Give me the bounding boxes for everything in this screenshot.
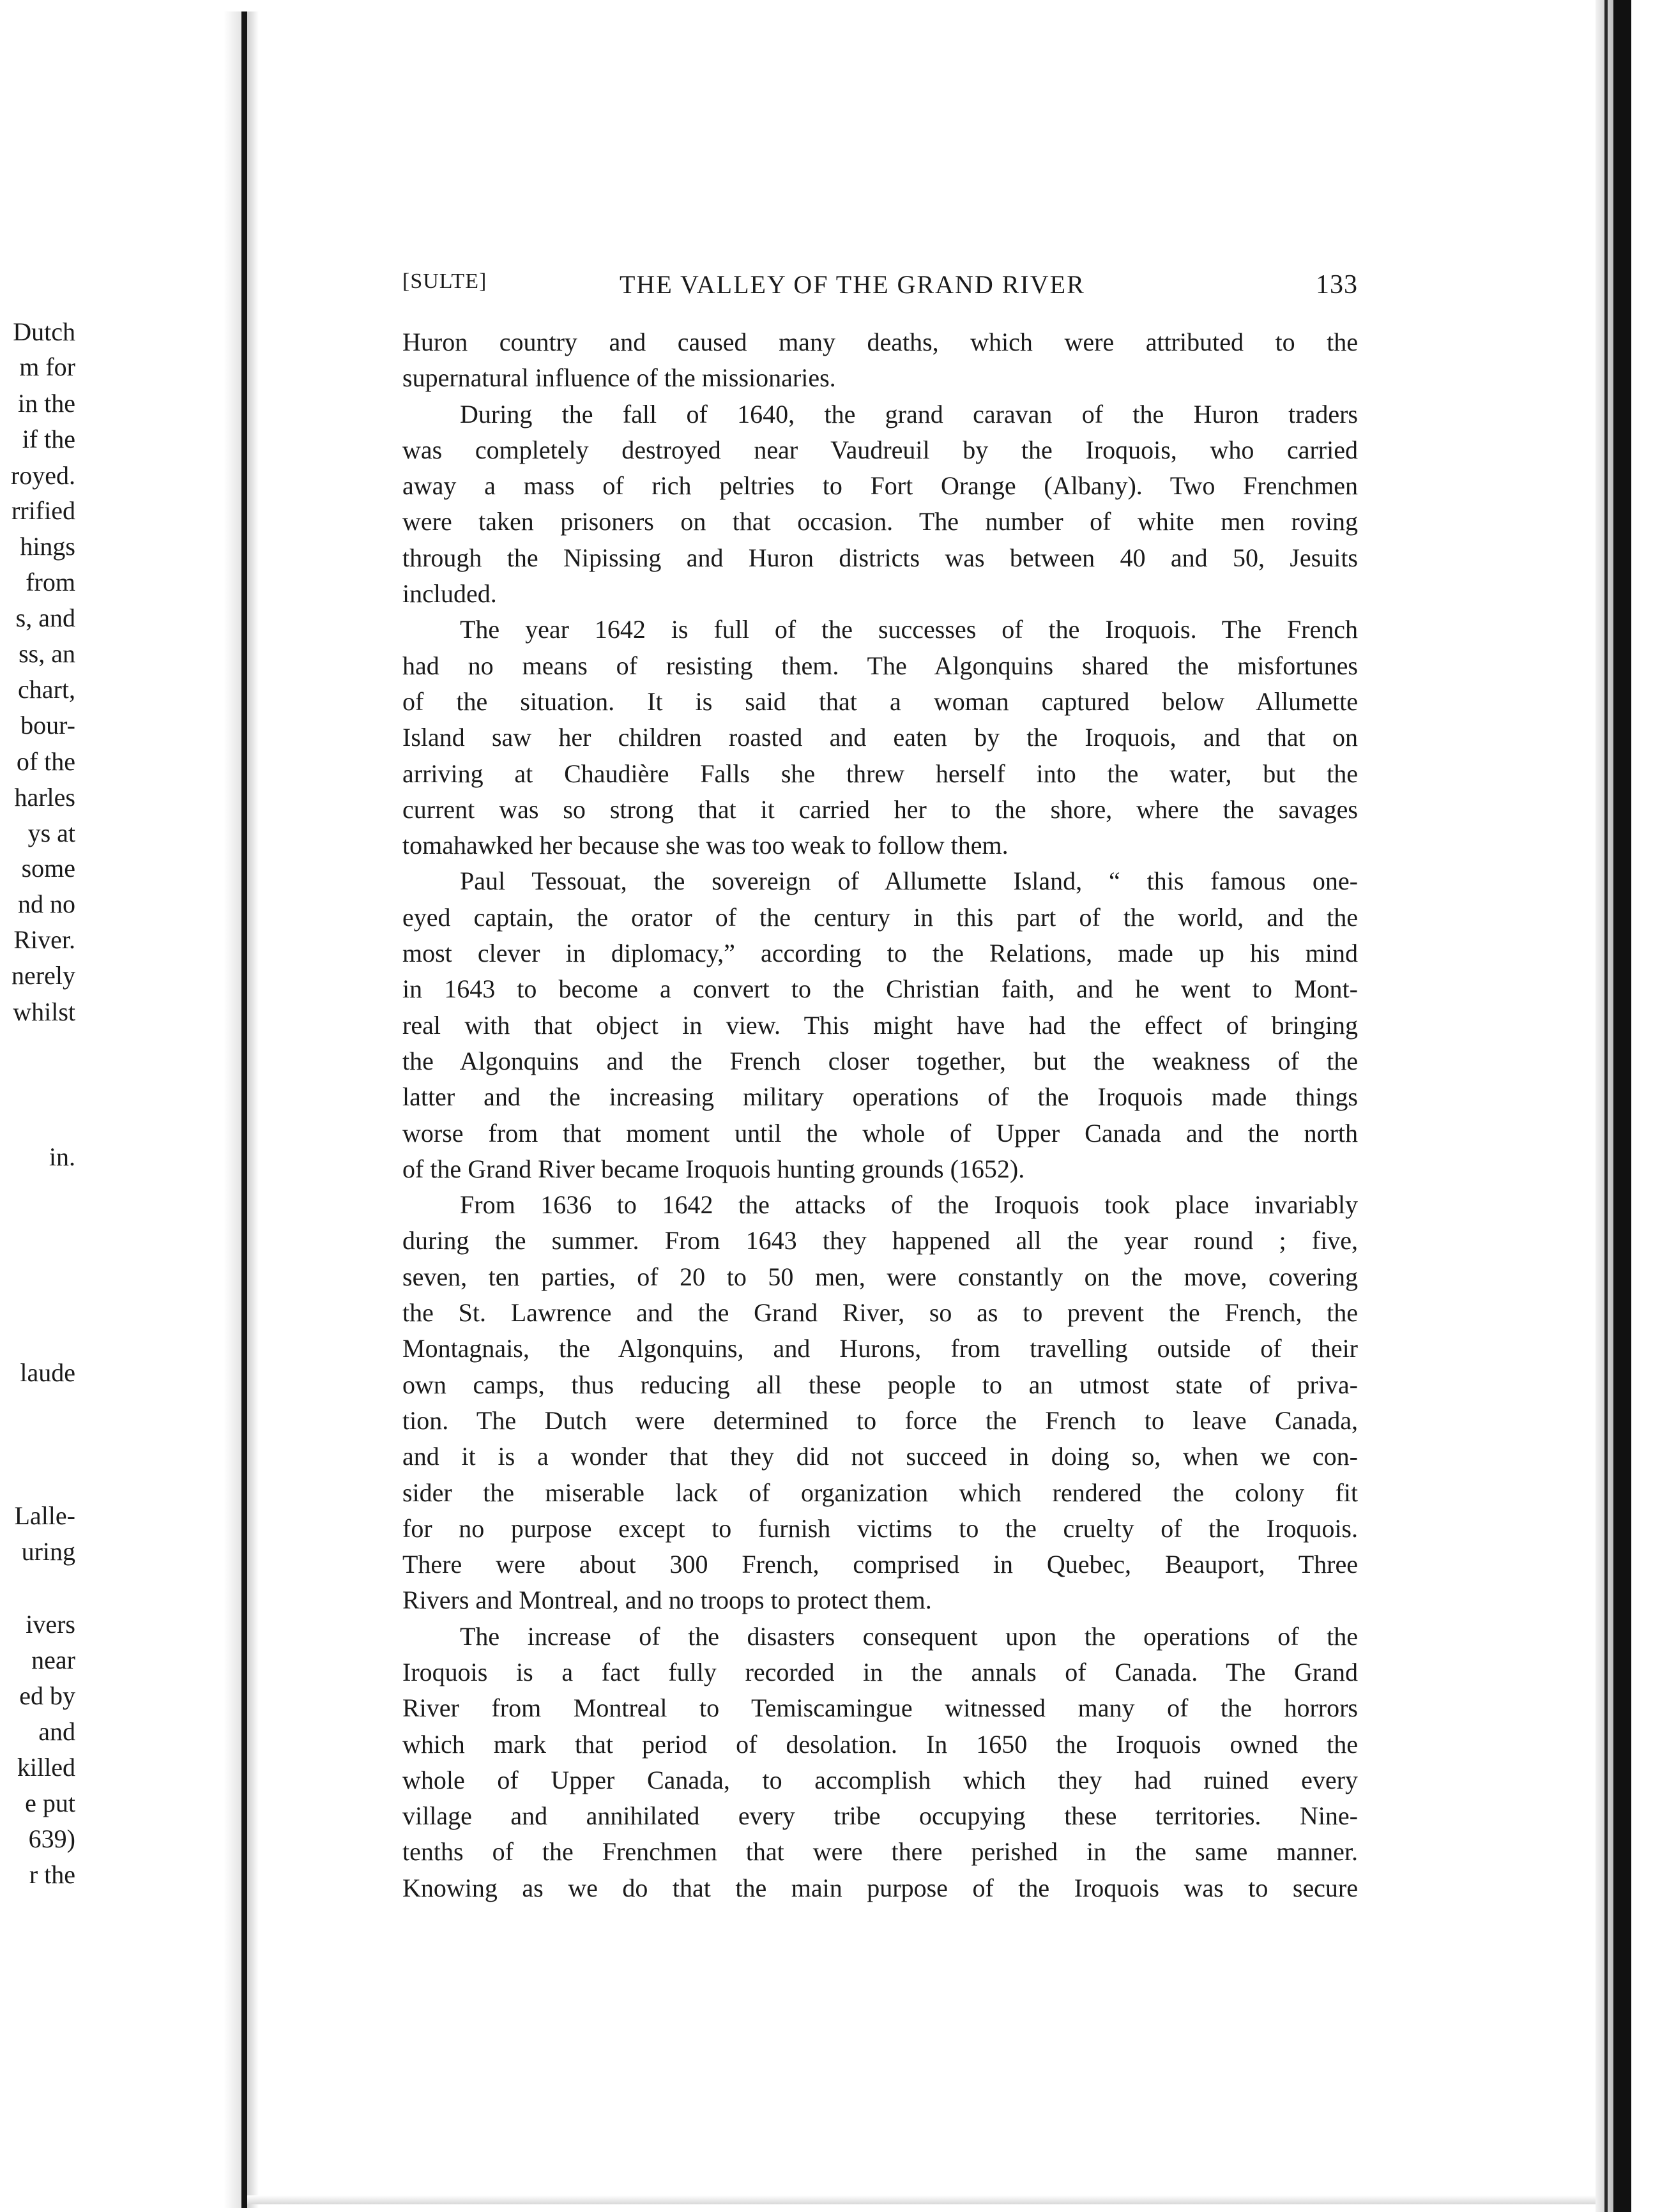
running-head-author: [SULTE] [402,269,487,293]
facing-page-line-fragment: uring [21,1537,75,1566]
text-line: eyed captain, the orator of the century in this part of the world, and the [402,902,1358,932]
facing-page-line-fragment: s, and [15,603,75,632]
facing-page-line-fragment: whilst [13,997,75,1026]
facing-page-line-fragment: some [21,854,75,883]
text-line: During the fall of 1640, the grand caravan of the Huron traders [460,399,1358,428]
facing-page-line-fragment: royed. [10,461,75,490]
text-line: had no means of resisting them. The Algonquins shared the misfortunes [402,651,1358,680]
facing-page-line-fragment: and [38,1717,75,1746]
page-bottom-shadow [247,2195,1596,2204]
facing-page-fragment [0,0,224,2212]
gutter-shadow-right [247,11,259,2208]
text-line: during the summer. From 1643 they happened all the year round ; five, [402,1226,1358,1255]
running-head [402,269,1358,301]
binding-line [241,11,247,2208]
text-line: away a mass of rich peltries to Fort Orange (Albany). Two Frenchmen [402,471,1358,501]
facing-page-line-fragment: e put [25,1789,75,1817]
text-line: seven, ten parties, of 20 to 50 men, were constantly on the move, covering [402,1262,1358,1291]
text-line: most clever in diplomacy,” according to the Relations, made up his mind [402,939,1358,968]
text-line: From 1636 to 1642 the attacks of the Iroquois took place invariably [460,1190,1358,1220]
facing-page-line-fragment: near [31,1646,75,1674]
text-line: in 1643 to become a convert to the Christian faith, and he went to Mont- [402,974,1358,1004]
text-line: Knowing as we do that the main purpose of the Iroquois was to secure [402,1873,1358,1902]
facing-page-line-fragment: bour- [20,711,75,739]
text-line: current was so strong that it carried her to the shore, where the savages [402,794,1358,824]
text-line: real with that object in view. This might have had the effect of bringing [402,1010,1358,1040]
scan-border [1613,0,1631,2212]
text-line: Paul Tessouat, the sovereign of Allumette Island, “ this famous one- [460,867,1358,896]
text-line: the Algonquins and the French closer together, but the weakness of the [402,1046,1358,1075]
text-line: Montagnais, the Algonquins, and Hurons, from travelling outside of their [402,1334,1358,1363]
facing-page-line-fragment: from [26,568,75,596]
body-text [402,324,1358,1906]
text-line: village and annihilated every tribe occupying these territories. Nine- [402,1801,1358,1831]
facing-page-line-fragment: killed [17,1753,75,1782]
facing-page-line-fragment: of the [16,747,75,776]
text-line: The increase of the disasters consequent upon the operations of the [460,1621,1358,1651]
facing-page-line-fragment: r the [29,1860,75,1889]
text-line: Iroquois is a fact fully recorded in the annals of Canada. The Grand [402,1657,1358,1686]
text-line: sider the miserable lack of organization which rendered the colony fit [402,1478,1358,1507]
text-line: which mark that period of desolation. In 1650 the Iroquois owned the [402,1729,1358,1759]
text-line: latter and the increasing military operations of the Iroquois made things [402,1082,1358,1112]
text-line: of the Grand River became Iroquois hunting grounds (1652). [402,1154,1025,1183]
text-line: for no purpose except to furnish victims to the cruelty of the Iroquois. [402,1513,1358,1543]
facing-page-line-fragment: hings [20,532,75,561]
running-head-title: THE VALLEY OF THE GRAND RIVER [620,270,1085,299]
facing-page-line-fragment: nerely [11,961,75,990]
facing-page-line-fragment: harles [14,783,75,812]
facing-page-line-fragment: chart, [18,675,75,704]
text-line: was completely destroyed near Vaudreuil by the Iroquois, who carried [402,435,1358,464]
page-edge-line [1604,0,1608,2212]
facing-page-line-fragment: Dutch [13,317,75,346]
paragraph [402,324,1358,397]
text-line: supernatural influence of the missionaries. [402,363,836,393]
text-line: included. [402,579,497,609]
facing-page-line-fragment: 639) [28,1824,75,1853]
paragraph [402,397,1358,612]
text-line: River from Montreal to Temiscamingue witnessed many of the horrors [402,1693,1358,1723]
facing-page-line-fragment: rrified [11,496,75,525]
text-line: were taken prisoners on that occasion. The number of white men roving [402,507,1358,536]
facing-page-line-fragment: in. [49,1142,75,1171]
facing-page-line-fragment: Lalle- [14,1501,75,1530]
text-line: The year 1642 is full of the successes of the Iroquois. The French [460,615,1358,644]
page-number: 133 [1316,270,1358,299]
text-line: Rivers and Montreal, and no troops to protect them. [402,1586,932,1615]
text-line: whole of Upper Canada, to accomplish which they had ruined every [402,1765,1358,1794]
facing-page-line-fragment: ss, an [19,639,75,668]
text-line: of the situation. It is said that a woman captured below Allumette [402,686,1358,716]
text-line: own camps, thus reducing all these people to an utmost state of priva- [402,1370,1358,1399]
text-line: There were about 300 French, comprised in Quebec, Beauport, Three [402,1550,1358,1579]
facing-page-line-fragment: if the [22,425,75,453]
gutter-shadow [224,11,241,2208]
paragraph [402,1187,1358,1619]
paragraph [402,1619,1358,1906]
text-line: Island saw her children roasted and eaten by the Iroquois, and that on [402,723,1358,752]
text-line: tenths of the Frenchmen that were there perished in the same manner. [402,1837,1358,1867]
facing-page-line-fragment: River. [13,925,75,954]
text-line: tion. The Dutch were determined to force the French to leave Canada, [402,1405,1358,1435]
facing-page-line-fragment: m for [19,352,75,381]
text-line: arriving at Chaudière Falls she threw herself into the water, but the [402,759,1358,788]
paragraph [402,612,1358,863]
facing-page-line-fragment: in the [18,389,75,418]
text-line: and it is a wonder that they did not succeed in doing so, when we con- [402,1442,1358,1471]
text-line: the St. Lawrence and the Grand River, so as to prevent the French, the [402,1298,1358,1328]
text-line: Huron country and caused many deaths, which were attributed to the [402,328,1358,356]
text-line: worse from that moment until the whole of Upper Canada and the north [402,1118,1358,1148]
text-line: tomahawked her because she was too weak to follow them. [402,831,1009,860]
paragraph [402,863,1358,1187]
facing-page-line-fragment: laude [20,1358,75,1387]
scan-margin [1631,0,1653,2212]
text-line: through the Nipissing and Huron districts was between 40 and 50, Jesuits [402,543,1358,572]
facing-page-line-fragment: ivers [26,1610,75,1639]
facing-page-line-fragment: ys at [27,819,75,847]
facing-page-line-fragment: nd no [18,890,75,918]
facing-page-line-fragment: ed by [19,1681,75,1710]
